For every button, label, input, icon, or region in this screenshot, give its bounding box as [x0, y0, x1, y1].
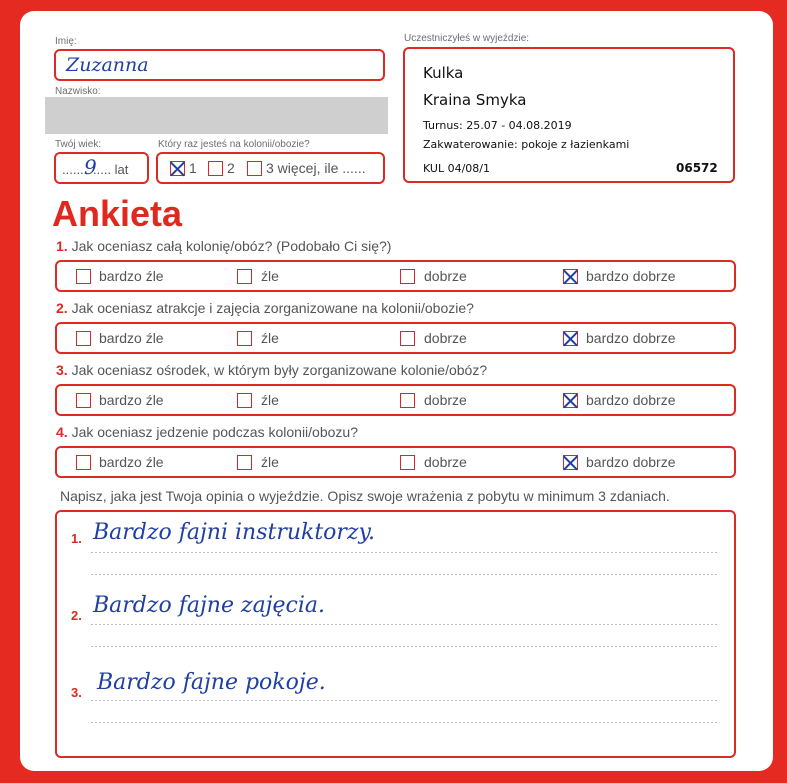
q1-label-bardzo-zle: bardzo źle	[99, 268, 164, 284]
camp-box	[403, 47, 735, 183]
nazwisko-redacted	[45, 97, 388, 134]
question-3-number: 3.	[56, 362, 68, 378]
opinion-prompt: Napisz, jaka jest Twoja opinia o wyjeździe. Opisz swoje wrażenia z pobytu w minimum 3 zdaniach.	[60, 488, 670, 504]
q3-label-dobrze: dobrze	[424, 392, 467, 408]
q2-label-bardzo-dobrze: bardzo dobrze	[586, 330, 676, 346]
question-3-text: Jak oceniasz ośrodek, w którym były zorganizowane kolonie/obóz?	[71, 362, 488, 378]
q4-label-bardzo-dobrze: bardzo dobrze	[586, 454, 676, 470]
q3-label-bardzo-dobrze: bardzo dobrze	[586, 392, 676, 408]
ktory-option-1: 1	[189, 160, 197, 176]
q2-checkbox-bardzo-zle[interactable]	[76, 331, 91, 346]
opinion-3-number: 3.	[71, 685, 82, 700]
q2-checkbox-zle[interactable]	[237, 331, 252, 346]
q3-checkbox-bardzo-dobrze[interactable]	[563, 393, 578, 408]
ktory-field	[156, 152, 385, 184]
question-4-text: Jak oceniasz jedzenie podczas kolonii/obozu?	[71, 424, 358, 440]
nazwisko-label: Nazwisko:	[55, 86, 101, 97]
question-3-options	[55, 384, 736, 416]
camp-name: Kulka	[423, 64, 464, 82]
question-1-number: 1.	[56, 238, 68, 254]
q3-label-bardzo-zle: bardzo źle	[99, 392, 164, 408]
camp-turnus: Turnus: 25.07 - 04.08.2019	[423, 119, 572, 132]
imie-label: Imię:	[55, 36, 77, 47]
question-4-number: 4.	[56, 424, 68, 440]
q4-checkbox-zle[interactable]	[237, 455, 252, 470]
ktory-checkbox-1[interactable]	[170, 161, 185, 176]
camp-number: 06572	[676, 161, 718, 175]
q4-checkbox-bardzo-dobrze[interactable]	[563, 455, 578, 470]
question-3	[56, 362, 487, 378]
q2-label-dobrze: dobrze	[424, 330, 467, 346]
q1-checkbox-zle[interactable]	[237, 269, 252, 284]
q4-checkbox-bardzo-zle[interactable]	[76, 455, 91, 470]
opinion-3-text: Bardzo fajne pokoje.	[97, 670, 326, 695]
ktory-option-2: 2	[227, 160, 235, 176]
ruled-line	[91, 646, 719, 647]
survey-title: Ankieta	[52, 193, 183, 234]
ruled-line	[91, 624, 719, 625]
q1-checkbox-dobrze[interactable]	[400, 269, 415, 284]
q2-label-zle: źle	[261, 330, 279, 346]
question-1-options	[55, 260, 736, 292]
ruled-line	[91, 700, 719, 701]
q2-checkbox-dobrze[interactable]	[400, 331, 415, 346]
question-1-text: Jak oceniasz całą kolonię/obóz? (Podobało Ci się?)	[71, 238, 392, 254]
q4-label-bardzo-zle: bardzo źle	[99, 454, 164, 470]
imie-value: Zuzanna	[66, 54, 149, 76]
ruled-line	[91, 722, 719, 723]
question-4-options	[55, 446, 736, 478]
q1-label-dobrze: dobrze	[424, 268, 467, 284]
ktory-option-3: 3 więcej, ile ......	[266, 160, 366, 176]
opinion-2-text: Bardzo fajne zajęcia.	[93, 593, 325, 618]
ruled-line	[91, 574, 719, 575]
q1-label-bardzo-dobrze: bardzo dobrze	[586, 268, 676, 284]
q4-label-dobrze: dobrze	[424, 454, 467, 470]
q3-checkbox-zle[interactable]	[237, 393, 252, 408]
q3-label-zle: źle	[261, 392, 279, 408]
camp-place: Kraina Smyka	[423, 91, 527, 109]
q1-label-zle: źle	[261, 268, 279, 284]
wiek-field[interactable]	[54, 152, 149, 184]
ktory-label: Który raz jesteś na kolonii/obozie?	[158, 139, 310, 150]
opinion-box[interactable]	[55, 510, 736, 758]
q4-checkbox-dobrze[interactable]	[400, 455, 415, 470]
q1-checkbox-bardzo-zle[interactable]	[76, 269, 91, 284]
camp-code: KUL 04/08/1	[423, 162, 490, 175]
camp-label: Uczestniczyłeś w wyjeździe:	[404, 33, 530, 44]
ktory-checkbox-3[interactable]	[247, 161, 262, 176]
opinion-1-number: 1.	[71, 531, 82, 546]
question-2-number: 2.	[56, 300, 68, 316]
wiek-value: 9	[84, 155, 97, 179]
opinion-1-text: Bardzo fajni instruktorzy.	[93, 520, 376, 545]
imie-field[interactable]	[54, 49, 385, 81]
wiek-suffix: ..... lat	[93, 162, 129, 177]
q3-checkbox-bardzo-zle[interactable]	[76, 393, 91, 408]
opinion-2-number: 2.	[71, 608, 82, 623]
question-2-options	[55, 322, 736, 354]
question-2	[56, 300, 474, 316]
q3-checkbox-dobrze[interactable]	[400, 393, 415, 408]
wiek-label: Twój wiek:	[55, 139, 102, 150]
q2-checkbox-bardzo-dobrze[interactable]	[563, 331, 578, 346]
q2-label-bardzo-zle: bardzo źle	[99, 330, 164, 346]
q1-checkbox-bardzo-dobrze[interactable]	[563, 269, 578, 284]
camp-zakwaterowanie: Zakwaterowanie: pokoje z łazienkami	[423, 138, 630, 151]
question-2-text: Jak oceniasz atrakcje i zajęcia zorganizowane na kolonii/obozie?	[71, 300, 474, 316]
question-1	[56, 238, 391, 254]
ruled-line	[91, 552, 719, 553]
q4-label-zle: źle	[261, 454, 279, 470]
ktory-checkbox-2[interactable]	[208, 161, 223, 176]
wiek-dots: ......	[62, 162, 84, 177]
question-4	[56, 424, 358, 440]
